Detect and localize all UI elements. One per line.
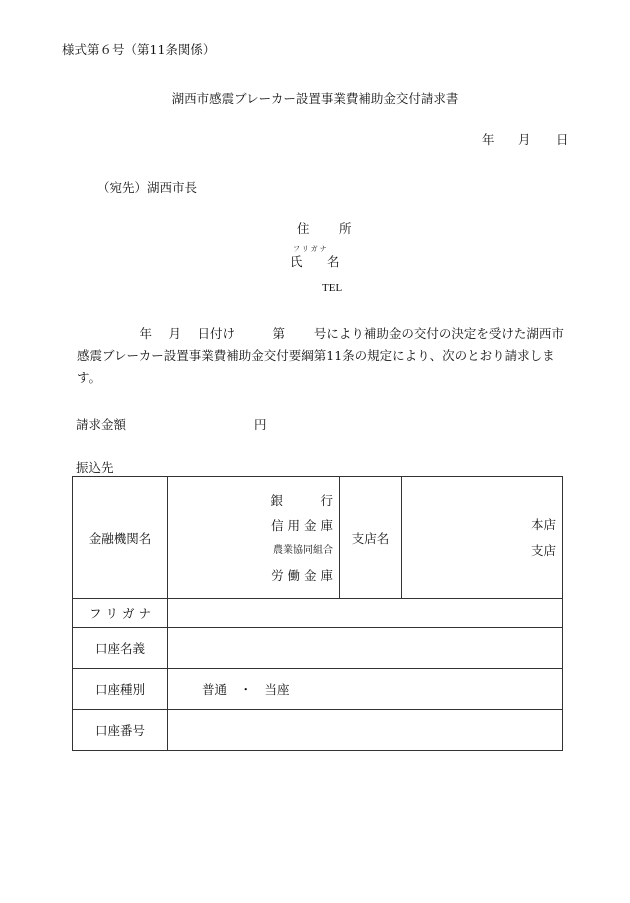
institution-type: 農業協同組合 [273,544,333,556]
form-number: 様式第６号（第11条関係） [62,42,216,57]
date-day: 日 [556,132,569,147]
request-statement [77,323,577,389]
address-label-2: 所 [339,221,352,236]
name-label-1: 氏 [290,254,303,269]
document-title: 湖西市感震ブレーカー設置事業費補助金交付請求書 [171,91,459,106]
institution-type: 銀 行 [270,492,333,508]
furigana-field[interactable] [168,599,563,628]
tel-label: TEL [322,282,343,294]
account-holder-label: 口座名義 [73,628,168,669]
furigana-label: フ リ ガ ナ [73,599,168,628]
statement-line: 年 月 日付け 第 号により補助金の交付の決定を受けた湖西市 [77,326,564,341]
amount-label: 請求金額 [76,417,127,432]
institution-type: 信 用 金 庫 [271,517,333,533]
account-number-row [73,710,563,751]
account-holder-row [73,628,563,669]
account-number-label: 口座番号 [73,710,168,751]
statement-line: 感震ブレーカー設置事業費補助金交付要綱第11条の規定により、次のとおり請求しま [77,348,555,363]
account-holder-field[interactable] [168,628,563,669]
bank-account-table [72,476,563,751]
addressee: （宛先）湖西市長 [97,180,198,195]
date-year: 年 [482,132,495,147]
account-type-row [73,669,563,710]
account-type-options[interactable]: 普通 ・ 当座 [168,669,563,710]
date-month: 月 [518,132,531,147]
account-number-field[interactable] [168,710,563,751]
branch-type: 支店 [530,542,556,558]
furigana-row [73,599,563,628]
institution-type: 労 働 金 庫 [271,567,333,583]
institution-label: 金融機関名 [73,477,168,599]
transfer-destination-label: 振込先 [76,460,114,475]
address-label-1: 住 [297,221,310,236]
name-furigana-label: フリガナ [293,245,329,253]
branch-type: 本店 [530,516,556,532]
branch-name-label: 支店名 [340,477,402,599]
branch-type-cell[interactable] [402,477,563,599]
institution-type-cell[interactable] [168,477,340,599]
account-type-label: 口座種別 [73,669,168,710]
name-label-2: 名 [327,254,340,269]
statement-line: す。 [77,370,102,385]
amount-unit: 円 [254,417,267,432]
institution-row [73,477,563,599]
